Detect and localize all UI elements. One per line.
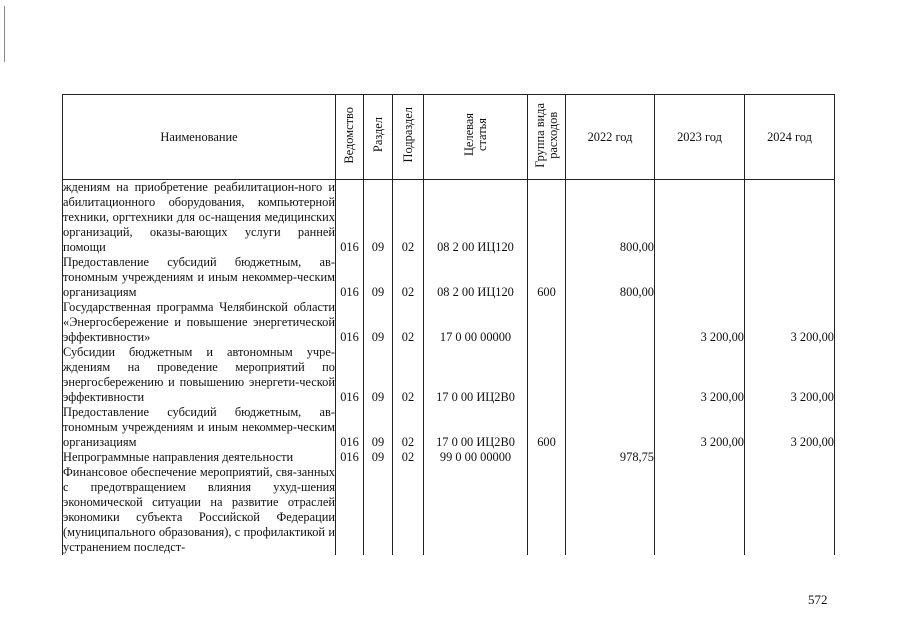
row-2023: 3 200,00 bbox=[655, 405, 745, 450]
row-name: Предоставление субсидий бюджетным, ав-тономным учреждениям и иным некоммер-ческим организациям bbox=[63, 405, 335, 449]
row-tselevaya-statya: 08 2 00 ИЦ120 bbox=[424, 255, 528, 300]
row-tselevaya-statya: 17 0 00 ИЦ2В0 bbox=[424, 405, 528, 450]
row-2023 bbox=[655, 465, 745, 555]
row-vedomstvo: 016 bbox=[336, 450, 364, 465]
page-number: 572 bbox=[808, 592, 828, 607]
table-row bbox=[63, 345, 835, 405]
row-2022 bbox=[566, 405, 655, 450]
budget-table bbox=[62, 94, 835, 555]
row-2024: 3 200,00 bbox=[745, 405, 835, 450]
row-podrazdel: 02 bbox=[393, 345, 424, 405]
row-podrazdel bbox=[393, 465, 424, 555]
row-vedomstvo: 016 bbox=[336, 255, 364, 300]
row-vedomstvo: 016 bbox=[336, 180, 364, 256]
header-razdel: Раздел bbox=[364, 95, 393, 180]
row-tselevaya-statya: 99 0 00 00000 bbox=[424, 450, 528, 465]
row-razdel: 09 bbox=[364, 300, 393, 345]
row-2024 bbox=[745, 255, 835, 300]
row-2024 bbox=[745, 465, 835, 555]
row-vedomstvo: 016 bbox=[336, 345, 364, 405]
header-gruppa-rashodov: Группа вида расходов bbox=[528, 95, 566, 180]
row-gruppa bbox=[528, 300, 566, 345]
row-2024 bbox=[745, 450, 835, 465]
row-2022 bbox=[566, 465, 655, 555]
row-gruppa bbox=[528, 465, 566, 555]
row-gruppa bbox=[528, 345, 566, 405]
row-2022 bbox=[566, 300, 655, 345]
table-row bbox=[63, 405, 835, 450]
row-podrazdel: 02 bbox=[393, 450, 424, 465]
row-podrazdel: 02 bbox=[393, 255, 424, 300]
header-2022: 2022 год bbox=[566, 95, 655, 180]
row-razdel: 09 bbox=[364, 450, 393, 465]
row-tselevaya-statya: 08 2 00 ИЦ120 bbox=[424, 180, 528, 256]
row-name: Государственная программа Челябинской области «Энергосбережение и повышение энергетической эффективности» bbox=[63, 300, 335, 344]
row-gruppa: 600 bbox=[528, 255, 566, 300]
row-2022 bbox=[566, 345, 655, 405]
row-2023 bbox=[655, 255, 745, 300]
table-row bbox=[63, 255, 835, 300]
row-2022: 800,00 bbox=[566, 180, 655, 256]
row-2024 bbox=[745, 180, 835, 256]
row-razdel: 09 bbox=[364, 405, 393, 450]
row-gruppa bbox=[528, 180, 566, 256]
row-2024: 3 200,00 bbox=[745, 300, 835, 345]
header-2024: 2024 год bbox=[745, 95, 835, 180]
table-row bbox=[63, 465, 835, 555]
row-podrazdel: 02 bbox=[393, 405, 424, 450]
row-razdel bbox=[364, 465, 393, 555]
header-podrazdel: Подраздел bbox=[393, 95, 424, 180]
table-row bbox=[63, 300, 835, 345]
row-2022: 800,00 bbox=[566, 255, 655, 300]
row-gruppa bbox=[528, 450, 566, 465]
header-name: Наименование bbox=[63, 95, 336, 180]
header-row bbox=[63, 95, 835, 180]
row-name: Субсидии бюджетным и автономным учре-ждениям на проведение мероприятий по энергосбережению и повышению энергети-ческой эффективности bbox=[63, 345, 335, 404]
table-row bbox=[63, 180, 835, 256]
row-vedomstvo: 016 bbox=[336, 300, 364, 345]
row-name: Предоставление субсидий бюджетным, ав-тономным учреждениям и иным некоммер-ческим организациям bbox=[63, 255, 335, 299]
row-2022: 978,75 bbox=[566, 450, 655, 465]
row-2023 bbox=[655, 450, 745, 465]
row-tselevaya-statya bbox=[424, 465, 528, 555]
row-razdel: 09 bbox=[364, 345, 393, 405]
row-2023 bbox=[655, 180, 745, 256]
row-name: Финансовое обеспечение мероприятий, свя-занных с предотвращением влияния ухуд-шения экономической ситуации на развитие отраслей экономики субъекта Российской Федерации (муниципального образования), с профилактикой и устранением последст- bbox=[63, 465, 335, 554]
row-2023: 3 200,00 bbox=[655, 345, 745, 405]
row-podrazdel: 02 bbox=[393, 300, 424, 345]
row-2023: 3 200,00 bbox=[655, 300, 745, 345]
row-gruppa: 600 bbox=[528, 405, 566, 450]
row-2024: 3 200,00 bbox=[745, 345, 835, 405]
margin-mark bbox=[4, 6, 5, 62]
row-tselevaya-statya: 17 0 00 ИЦ2В0 bbox=[424, 345, 528, 405]
row-name: Непрограммные направления деятельности bbox=[63, 450, 336, 465]
row-razdel: 09 bbox=[364, 180, 393, 256]
header-vedomstvo: Ведомство bbox=[336, 95, 364, 180]
row-name: ждениям на приобретение реабилитацион-ного и абилитационного оборудования, компьютерной техники, оргтехники для ос-нащения медицинских организаций, оказы-вающих услуги ранней помощи bbox=[63, 180, 335, 254]
header-tselevaya-statya: Целевая статья bbox=[424, 95, 528, 180]
table-row bbox=[63, 450, 835, 465]
row-vedomstvo bbox=[336, 465, 364, 555]
header-2023: 2023 год bbox=[655, 95, 745, 180]
row-vedomstvo: 016 bbox=[336, 405, 364, 450]
row-razdel: 09 bbox=[364, 255, 393, 300]
row-podrazdel: 02 bbox=[393, 180, 424, 256]
row-tselevaya-statya: 17 0 00 00000 bbox=[424, 300, 528, 345]
